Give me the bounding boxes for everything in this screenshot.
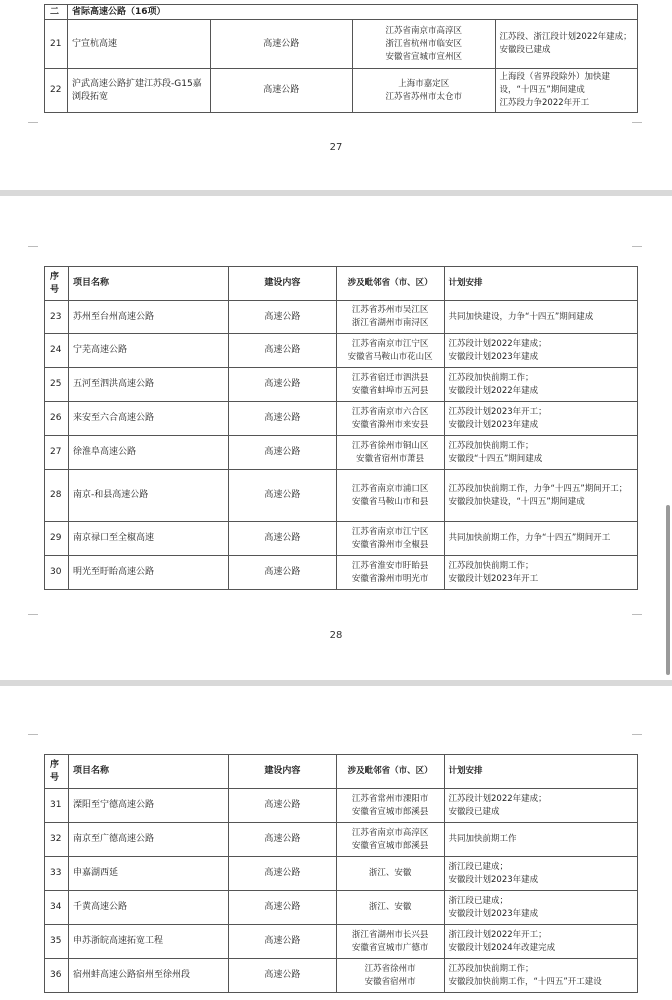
region-line: 浙江、安徽 — [368, 902, 412, 912]
plan-line: 江苏段加快前期工作； — [448, 560, 534, 571]
section-row — [45, 5, 638, 20]
region-line: 安徽省蚌埠市五河县 — [351, 385, 429, 396]
project-name: 宿州蚌高速公路宿州至徐州段 — [69, 959, 229, 993]
table-row — [45, 368, 638, 402]
page-corner-mark — [28, 734, 38, 735]
plan-line: 安徽段计划2022年建成 — [448, 385, 539, 396]
table-row — [45, 402, 638, 436]
plan-cell — [444, 334, 638, 368]
region-line: 江苏省宿迁市泗洪县 — [351, 372, 429, 383]
project-name: 申苏浙皖高速拓宽工程 — [69, 925, 229, 959]
plan-line: 安徽段计划2023年建成 — [448, 419, 539, 430]
page-corner-mark — [632, 734, 642, 735]
plan-line: 安徽段加快建设，“十四五”期间建成 — [448, 496, 585, 507]
plan-line: 上海段（省界段除外）加快建设，“十四五”期间建成 — [499, 72, 611, 95]
construction-content: 高速公路 — [229, 857, 337, 891]
project-name: 南京禄口至全椒高速 — [69, 522, 229, 556]
header-name: 项目名称 — [69, 267, 229, 301]
plan-cell — [444, 823, 638, 857]
region-cell — [336, 556, 444, 590]
header-no: 序号 — [45, 755, 69, 789]
region-cell — [336, 334, 444, 368]
table-row — [45, 20, 638, 69]
plan-line: 共同加快建设，力争“十四五”期间建成 — [448, 311, 594, 322]
region-line: 安徽省滁州市明光市 — [351, 573, 429, 584]
page-number: 27 — [329, 142, 343, 153]
plan-line: 共同加快前期工作 — [448, 834, 517, 844]
row-no: 22 — [45, 69, 68, 113]
project-name: 溧阳至宁德高速公路 — [69, 789, 229, 823]
row-no: 27 — [45, 436, 69, 470]
region-line: 江苏省常州市溧阳市 — [351, 793, 429, 804]
table-row — [45, 891, 638, 925]
plan-line: 江苏段加快前期工作； — [448, 440, 534, 451]
page-28 — [0, 196, 672, 680]
construction-content: 高速公路 — [229, 301, 337, 334]
page-corner-mark — [632, 614, 642, 615]
region-cell — [336, 891, 444, 925]
row-no: 24 — [45, 334, 69, 368]
project-name: 宁宣杭高速 — [68, 20, 211, 69]
project-name: 明光至盱眙高速公路 — [69, 556, 229, 590]
page-29 — [0, 686, 672, 1000]
region-cell — [353, 20, 496, 69]
plan-line: 安徽段计划2023年建成 — [448, 874, 539, 885]
row-no: 29 — [45, 522, 69, 556]
table-row — [45, 334, 638, 368]
section-index: 二 — [45, 5, 68, 20]
plan-line: 安徽段“十四五”期间建成 — [448, 453, 543, 464]
plan-line: 安徽段计划2024年改建完成 — [448, 942, 556, 953]
plan-line: 江苏段计划2022年建成； — [448, 793, 547, 804]
region-cell — [336, 823, 444, 857]
header-plan: 计划安排 — [444, 267, 638, 301]
row-no: 35 — [45, 925, 69, 959]
region-cell — [336, 368, 444, 402]
row-no: 31 — [45, 789, 69, 823]
plan-cell — [495, 69, 638, 113]
region-cell — [336, 436, 444, 470]
page-corner-mark — [28, 614, 38, 615]
region-cell — [336, 857, 444, 891]
region-cell — [336, 789, 444, 823]
construction-content: 高速公路 — [229, 470, 337, 522]
plan-cell — [495, 20, 638, 69]
construction-content: 高速公路 — [210, 20, 353, 69]
construction-content: 高速公路 — [229, 959, 337, 993]
region-cell — [336, 402, 444, 436]
page-corner-mark — [632, 246, 642, 247]
plan-cell — [444, 556, 638, 590]
project-name: 宁芜高速公路 — [69, 334, 229, 368]
header-region: 涉及毗邻省（市、区） — [336, 267, 444, 301]
region-line: 安徽省马鞍山市花山区 — [347, 351, 433, 362]
construction-content: 高速公路 — [229, 402, 337, 436]
plan-line: 江苏段计划2023年开工； — [448, 406, 547, 417]
plan-line: 江苏段加快前期工作，力争“十四五”期间开工； — [448, 483, 628, 494]
region-line: 安徽省马鞍山市和县 — [351, 496, 429, 507]
plan-line: 江苏段、浙江段计划2022年建成； — [499, 32, 632, 42]
header-content: 建设内容 — [229, 755, 337, 789]
plan-line: 江苏段计划2022年建成； — [448, 338, 547, 349]
plan-line: 安徽段计划2023年建成 — [448, 351, 539, 362]
plan-cell — [444, 368, 638, 402]
construction-content: 高速公路 — [229, 823, 337, 857]
region-line: 浙江、安徽 — [368, 868, 412, 878]
plan-line: 安徽段已建成 — [499, 45, 551, 55]
region-line: 江苏省南京市江宁区 — [351, 338, 429, 349]
plan-cell — [444, 522, 638, 556]
table-row — [45, 959, 638, 993]
table-row — [45, 857, 638, 891]
header-name: 项目名称 — [69, 755, 229, 789]
project-name: 千黄高速公路 — [69, 891, 229, 925]
region-line: 安徽省宣城市郎溪县 — [351, 806, 429, 817]
page-corner-mark — [28, 122, 38, 123]
construction-content: 高速公路 — [229, 436, 337, 470]
region-line: 江苏省徐州市铜山区 — [351, 440, 429, 451]
table-header-row — [45, 755, 638, 789]
project-table-page-27 — [44, 4, 638, 113]
table-header-row — [45, 267, 638, 301]
scrollbar-thumb[interactable] — [666, 505, 670, 675]
region-line: 浙江省湖州市南浔区 — [351, 318, 429, 328]
table-row — [45, 789, 638, 823]
table-row — [45, 69, 638, 113]
construction-content: 高速公路 — [229, 334, 337, 368]
plan-cell — [444, 857, 638, 891]
table-row — [45, 925, 638, 959]
region-line: 上海市嘉定区 — [398, 78, 450, 89]
plan-line: 安徽段已建成 — [448, 806, 500, 817]
table-row — [45, 436, 638, 470]
row-no: 33 — [45, 857, 69, 891]
project-table-page-29 — [44, 754, 638, 993]
region-cell — [336, 470, 444, 522]
region-line: 安徽省宣城市广德市 — [351, 942, 429, 953]
construction-content: 高速公路 — [229, 925, 337, 959]
plan-line: 江苏段加快前期工作； — [448, 963, 534, 974]
region-line: 江苏省苏州市太仓市 — [385, 91, 462, 102]
page-corner-mark — [28, 246, 38, 247]
plan-line: 江苏段加快前期工作； — [448, 372, 534, 383]
plan-line: 江苏段力争2022年开工 — [499, 98, 590, 108]
region-line: 江苏省南京市浦口区 — [351, 483, 429, 494]
page-27 — [0, 0, 672, 190]
row-no: 30 — [45, 556, 69, 590]
row-no: 26 — [45, 402, 69, 436]
row-no: 36 — [45, 959, 69, 993]
plan-cell — [444, 959, 638, 993]
section-title: 省际高速公路（16项） — [68, 5, 638, 20]
construction-content: 高速公路 — [229, 368, 337, 402]
region-line: 江苏省南京市江宁区 — [351, 526, 429, 537]
plan-cell — [444, 470, 638, 522]
project-name: 南京-和县高速公路 — [69, 470, 229, 522]
table-row — [45, 522, 638, 556]
project-name: 五河至泗洪高速公路 — [69, 368, 229, 402]
header-content: 建设内容 — [229, 267, 337, 301]
project-name: 苏州至台州高速公路 — [69, 301, 229, 334]
region-line: 浙江省杭州市临安区 — [385, 38, 462, 49]
region-line: 安徽省宿州市 — [364, 976, 416, 987]
region-line: 江苏省南京市高淳区 — [385, 25, 462, 36]
row-no: 25 — [45, 368, 69, 402]
header-no: 序号 — [45, 267, 69, 301]
region-cell — [336, 925, 444, 959]
region-line: 安徽省宣城市郎溪县 — [351, 840, 429, 851]
plan-line: 安徽段加快前期工作，“十四五”开工建设 — [448, 976, 602, 987]
table-row — [45, 823, 638, 857]
page-number: 28 — [329, 630, 343, 641]
table-row — [45, 470, 638, 522]
region-cell — [336, 959, 444, 993]
region-line: 江苏省徐州市 — [364, 963, 416, 974]
plan-cell — [444, 402, 638, 436]
construction-content: 高速公路 — [210, 69, 353, 113]
page-corner-mark — [632, 122, 642, 123]
plan-cell — [444, 436, 638, 470]
plan-cell — [444, 789, 638, 823]
project-name: 沪武高速公路扩建江苏段-G15嘉浏段拓宽 — [68, 69, 211, 113]
project-name: 南京至广德高速公路 — [69, 823, 229, 857]
plan-line: 共同加快前期工作，力争“十四五”期间开工 — [448, 533, 611, 543]
header-plan: 计划安排 — [444, 755, 638, 789]
construction-content: 高速公路 — [229, 789, 337, 823]
row-no: 34 — [45, 891, 69, 925]
project-name: 徐淮阜高速公路 — [69, 436, 229, 470]
region-cell — [336, 522, 444, 556]
plan-line: 浙江段已建成； — [448, 895, 509, 906]
region-cell — [336, 301, 444, 334]
header-region: 涉及毗邻省（市、区） — [336, 755, 444, 789]
plan-line: 浙江段已建成； — [448, 861, 509, 872]
construction-content: 高速公路 — [229, 522, 337, 556]
plan-cell — [444, 925, 638, 959]
row-no: 21 — [45, 20, 68, 69]
construction-content: 高速公路 — [229, 556, 337, 590]
project-table-page-28 — [44, 266, 638, 590]
construction-content: 高速公路 — [229, 891, 337, 925]
region-line: 安徽省宣城市宣州区 — [385, 51, 462, 62]
region-line: 江苏省南京市高淳区 — [351, 827, 429, 838]
region-line: 江苏省苏州市吴江区 — [351, 305, 429, 315]
table-row — [45, 556, 638, 590]
table-row — [45, 301, 638, 334]
plan-cell — [444, 891, 638, 925]
row-no: 23 — [45, 301, 69, 334]
region-line: 江苏省南京市六合区 — [351, 406, 429, 417]
row-no: 32 — [45, 823, 69, 857]
plan-cell — [444, 301, 638, 334]
region-line: 安徽省宿州市萧县 — [356, 453, 425, 464]
row-no: 28 — [45, 470, 69, 522]
plan-line: 安徽段计划2023年建成 — [448, 908, 539, 919]
project-name: 来安至六合高速公路 — [69, 402, 229, 436]
region-line: 江苏省淮安市盱眙县 — [351, 560, 429, 571]
plan-line: 浙江段计划2022年开工； — [448, 929, 547, 940]
region-line: 安徽省滁州市全椒县 — [351, 539, 429, 550]
region-cell — [353, 69, 496, 113]
region-line: 浙江省湖州市长兴县 — [351, 929, 429, 940]
project-name: 申嘉湖西延 — [69, 857, 229, 891]
plan-line: 安徽段计划2023年开工 — [448, 573, 539, 584]
region-line: 安徽省滁州市来安县 — [351, 419, 429, 430]
